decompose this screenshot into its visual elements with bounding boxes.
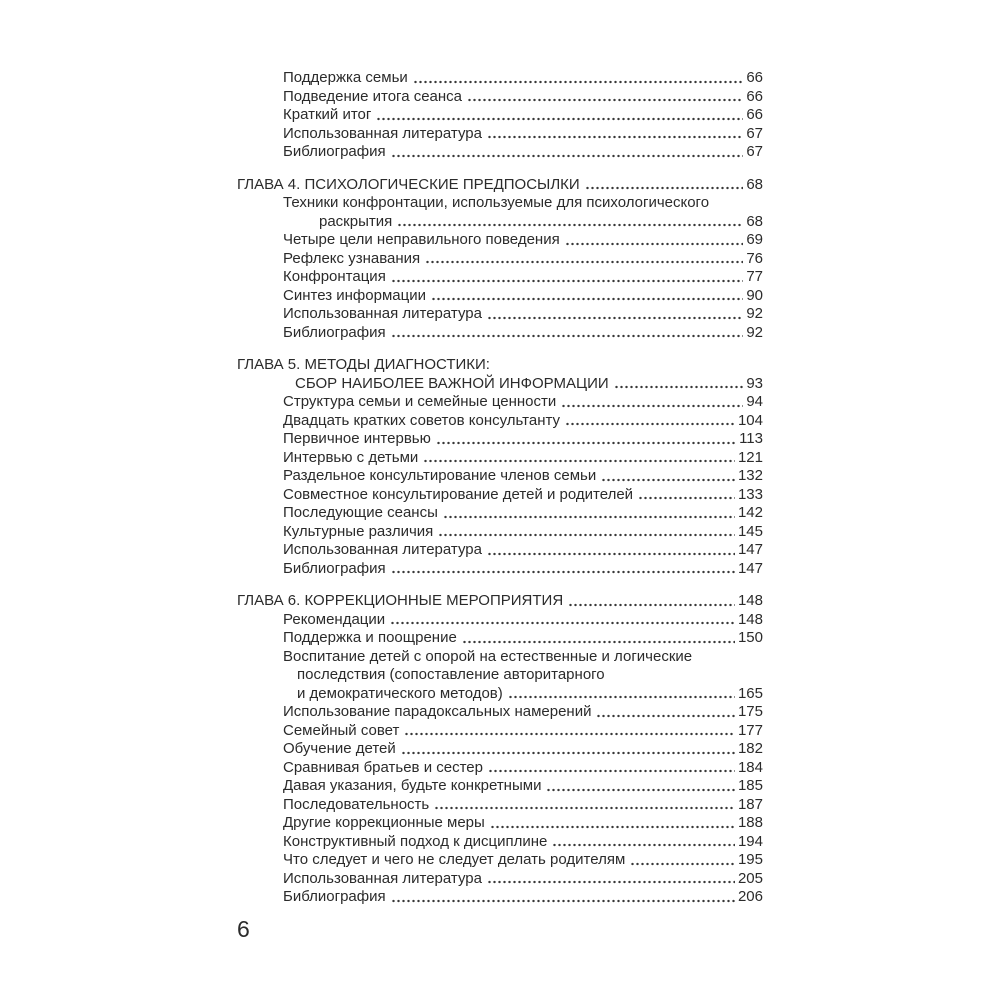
toc-leader-dots: [434, 796, 735, 811]
toc-entry-row: [237, 888, 763, 907]
toc-entry-label: Семейный совет: [283, 721, 400, 739]
toc-page-number: 77: [746, 268, 763, 285]
toc-page-number: 147: [737, 541, 763, 558]
toc-entry-label: Сравнивая братьев и сестер: [283, 758, 483, 776]
toc-entry-row: [237, 486, 763, 505]
toc-leader-dots: [467, 88, 743, 103]
toc-entry-row: [237, 685, 763, 704]
toc-page-number: 66: [746, 69, 763, 86]
toc-entry-row: [237, 268, 763, 287]
toc-entry-label: Рекомендации: [283, 610, 386, 628]
toc-entry-label: Первичное интервью: [283, 430, 431, 447]
toc-page-number: 188: [737, 814, 763, 831]
toc-leader-dots: [508, 685, 735, 700]
toc-chapter-row: [237, 356, 763, 375]
toc-chapter-row: [237, 375, 763, 394]
toc-leader-dots: [401, 740, 735, 755]
toc-page-number: 67: [746, 124, 763, 142]
toc-entry-row: [237, 69, 763, 88]
toc-entry-label: Использование парадоксальных намерений: [283, 703, 592, 720]
toc-leader-dots: [487, 870, 735, 885]
toc-entry-label: раскрытия: [319, 212, 393, 230]
toc-section: [237, 356, 763, 578]
toc-leader-dots: [425, 250, 743, 265]
toc-entry-row: [237, 504, 763, 523]
toc-entry-row: [237, 759, 763, 778]
toc-leader-dots: [391, 560, 735, 575]
toc-entry-label: Последовательность: [283, 795, 430, 813]
toc-chapter-row: [237, 592, 763, 611]
toc-page-number: 150: [737, 629, 763, 646]
toc-entry-row: [237, 703, 763, 722]
toc-leader-dots: [596, 703, 734, 718]
toc-entry-row: [237, 833, 763, 852]
toc-entry-row: [237, 125, 763, 144]
toc-page-number: 90: [746, 286, 763, 304]
toc-chapter-row: [237, 176, 763, 195]
toc-entry-row: [237, 250, 763, 269]
toc-entry-row: [237, 541, 763, 560]
toc-entry-row: [237, 213, 763, 232]
toc-entry-row: [237, 523, 763, 542]
toc-entry-label: Библиография: [283, 888, 386, 905]
toc-entry-row: [237, 231, 763, 250]
toc-entry-label: Конструктивный подход к дисциплине: [283, 832, 548, 850]
toc-page-number: 113: [739, 430, 763, 447]
toc-entry-label: Подведение итога сеанса: [283, 87, 463, 105]
toc-page-number: 148: [737, 610, 763, 628]
toc-entry-row: [237, 870, 763, 889]
toc-entry-label: Использованная литература: [283, 305, 482, 322]
toc-entry-label: Синтез информации: [283, 286, 426, 304]
toc-leader-dots: [391, 888, 735, 903]
toc-entry-row: [237, 611, 763, 630]
toc-page-number: 104: [737, 411, 763, 429]
toc-page-number: 175: [737, 703, 763, 720]
toc-page-number: 184: [737, 758, 763, 776]
toc-section: [237, 176, 763, 343]
toc-entry-label: Использованная литература: [283, 869, 482, 887]
toc-entry-label: ГЛАВА 4. ПСИХОЛОГИЧЕСКИЕ ПРЕДПОСЫЛКИ: [237, 175, 580, 193]
toc-leader-dots: [436, 430, 736, 445]
toc-leader-dots: [552, 833, 735, 848]
toc-page-number: 93: [746, 374, 763, 392]
toc-page-number: 187: [737, 795, 763, 813]
toc-leader-dots: [614, 375, 744, 390]
toc-entry-label: Библиография: [283, 323, 386, 341]
toc-leader-dots: [565, 231, 744, 246]
toc-entry-label: Техники конфронтации, используемые для психологического: [283, 194, 710, 211]
toc-entry-label: Библиография: [283, 559, 386, 577]
toc-leader-dots: [443, 504, 735, 519]
table-of-contents: [237, 69, 763, 907]
toc-entry-row: [237, 194, 763, 213]
toc-leader-dots: [565, 412, 735, 427]
toc-entry-row: [237, 412, 763, 431]
toc-leader-dots: [585, 176, 744, 191]
toc-entry-label: ГЛАВА 5. МЕТОДЫ ДИАГНОСТИКИ:: [237, 356, 490, 373]
toc-entry-label: Использованная литература: [283, 124, 482, 142]
toc-page-number: 142: [737, 504, 763, 521]
toc-entry-row: [237, 722, 763, 741]
toc-leader-dots: [490, 814, 735, 829]
toc-leader-dots: [413, 69, 744, 84]
toc-entry-row: [237, 796, 763, 815]
toc-leader-dots: [376, 106, 743, 121]
toc-entry-row: [237, 287, 763, 306]
toc-leader-dots: [630, 851, 735, 866]
toc-page-number: 92: [746, 305, 763, 322]
toc-section: [237, 69, 763, 162]
toc-entry-label: Культурные различия: [283, 522, 434, 540]
toc-section: [237, 592, 763, 907]
toc-page-number: 195: [737, 851, 763, 868]
toc-page-number: 66: [746, 106, 763, 123]
toc-entry-label: Двадцать кратких советов консультанту: [283, 411, 561, 429]
toc-page-number: 76: [746, 249, 763, 267]
toc-entry-label: СБОР НАИБОЛЕЕ ВАЖНОЙ ИНФОРМАЦИИ: [295, 374, 609, 392]
toc-page-number: 147: [737, 559, 763, 577]
toc-entry-row: [237, 143, 763, 162]
toc-leader-dots: [568, 592, 735, 607]
toc-leader-dots: [487, 541, 735, 556]
toc-entry-label: Рефлекс узнавания: [283, 249, 421, 267]
toc-entry-row: [237, 324, 763, 343]
toc-entry-label: Другие коррекционные меры: [283, 814, 485, 831]
toc-page-number: 68: [746, 212, 763, 230]
toc-entry-label: Последующие сеансы: [283, 504, 438, 521]
toc-leader-dots: [438, 523, 735, 538]
toc-entry-row: [237, 88, 763, 107]
toc-page-number: 165: [737, 684, 763, 702]
toc-entry-label: Раздельное консультирование членов семьи: [283, 467, 597, 484]
toc-leader-dots: [391, 268, 744, 283]
toc-page-number: 133: [737, 485, 763, 503]
toc-leader-dots: [488, 759, 735, 774]
toc-leader-dots: [431, 287, 743, 302]
toc-leader-dots: [487, 305, 743, 320]
toc-page-number: 68: [746, 175, 763, 193]
toc-entry-label: Что следует и чего не следует делать родителям: [283, 851, 626, 868]
toc-leader-dots: [546, 777, 735, 792]
toc-entry-row: [237, 106, 763, 125]
toc-page-number: 94: [746, 393, 763, 410]
toc-entry-row: [237, 305, 763, 324]
toc-entry-label: Обучение детей: [283, 740, 396, 757]
toc-entry-row: [237, 629, 763, 648]
toc-page-number: 182: [737, 740, 763, 757]
toc-entry-row: [237, 851, 763, 870]
toc-entry-label: последствия (сопоставление авторитарного: [297, 666, 605, 683]
toc-entry-row: [237, 666, 763, 685]
toc-entry-label: Четыре цели неправильного поведения: [283, 231, 560, 248]
toc-page-number: 69: [746, 231, 763, 248]
toc-page-number: 92: [746, 323, 763, 341]
toc-leader-dots: [638, 486, 735, 501]
toc-leader-dots: [391, 143, 744, 158]
toc-leader-dots: [423, 449, 735, 464]
toc-entry-label: Структура семьи и семейные ценности: [283, 393, 557, 410]
toc-page-number: 132: [737, 467, 763, 484]
toc-leader-dots: [487, 125, 743, 140]
toc-leader-dots: [397, 213, 743, 228]
toc-entry-label: ГЛАВА 6. КОРРЕКЦИОННЫЕ МЕРОПРИЯТИЯ: [237, 592, 564, 609]
toc-page-number: 177: [737, 721, 763, 739]
toc-entry-label: Поддержка и поощрение: [283, 629, 457, 646]
toc-page-number: 185: [737, 777, 763, 794]
toc-leader-dots: [561, 393, 743, 408]
toc-page-number: 206: [737, 888, 763, 905]
footer-page-number: 6: [237, 916, 250, 942]
toc-leader-dots: [462, 629, 735, 644]
toc-entry-row: [237, 449, 763, 468]
toc-entry-label: Использованная литература: [283, 541, 482, 558]
toc-page-number: 205: [737, 869, 763, 887]
toc-entry-label: Давая указания, будьте конкретными: [283, 777, 542, 794]
toc-entry-row: [237, 393, 763, 412]
toc-page-number: 121: [737, 448, 763, 466]
toc-page-number: 145: [737, 522, 763, 540]
toc-page-number: 66: [746, 87, 763, 105]
toc-leader-dots: [601, 467, 735, 482]
toc-entry-label: Поддержка семьи: [283, 69, 408, 86]
toc-entry-row: [237, 560, 763, 579]
toc-entry-label: Библиография: [283, 143, 386, 160]
toc-entry-row: [237, 467, 763, 486]
toc-leader-dots: [391, 324, 744, 339]
toc-page-number: 194: [737, 832, 763, 850]
toc-entry-label: Совместное консультирование детей и родителей: [283, 485, 634, 503]
toc-leader-dots: [390, 611, 735, 626]
toc-page-number: 148: [737, 592, 763, 609]
toc-entry-label: Конфронтация: [283, 268, 386, 285]
toc-page-number: 67: [746, 143, 763, 160]
toc-entry-row: [237, 814, 763, 833]
toc-leader-dots: [404, 722, 735, 737]
toc-entry-label: Интервью с детьми: [283, 448, 419, 466]
toc-entry-row: [237, 430, 763, 449]
toc-entry-label: и демократического методов): [297, 684, 503, 702]
toc-entry-label: Краткий итог: [283, 106, 372, 123]
toc-entry-row: [237, 777, 763, 796]
toc-entry-row: [237, 648, 763, 667]
toc-entry-row: [237, 740, 763, 759]
toc-entry-label: Воспитание детей с опорой на естественные и логические: [283, 647, 693, 665]
